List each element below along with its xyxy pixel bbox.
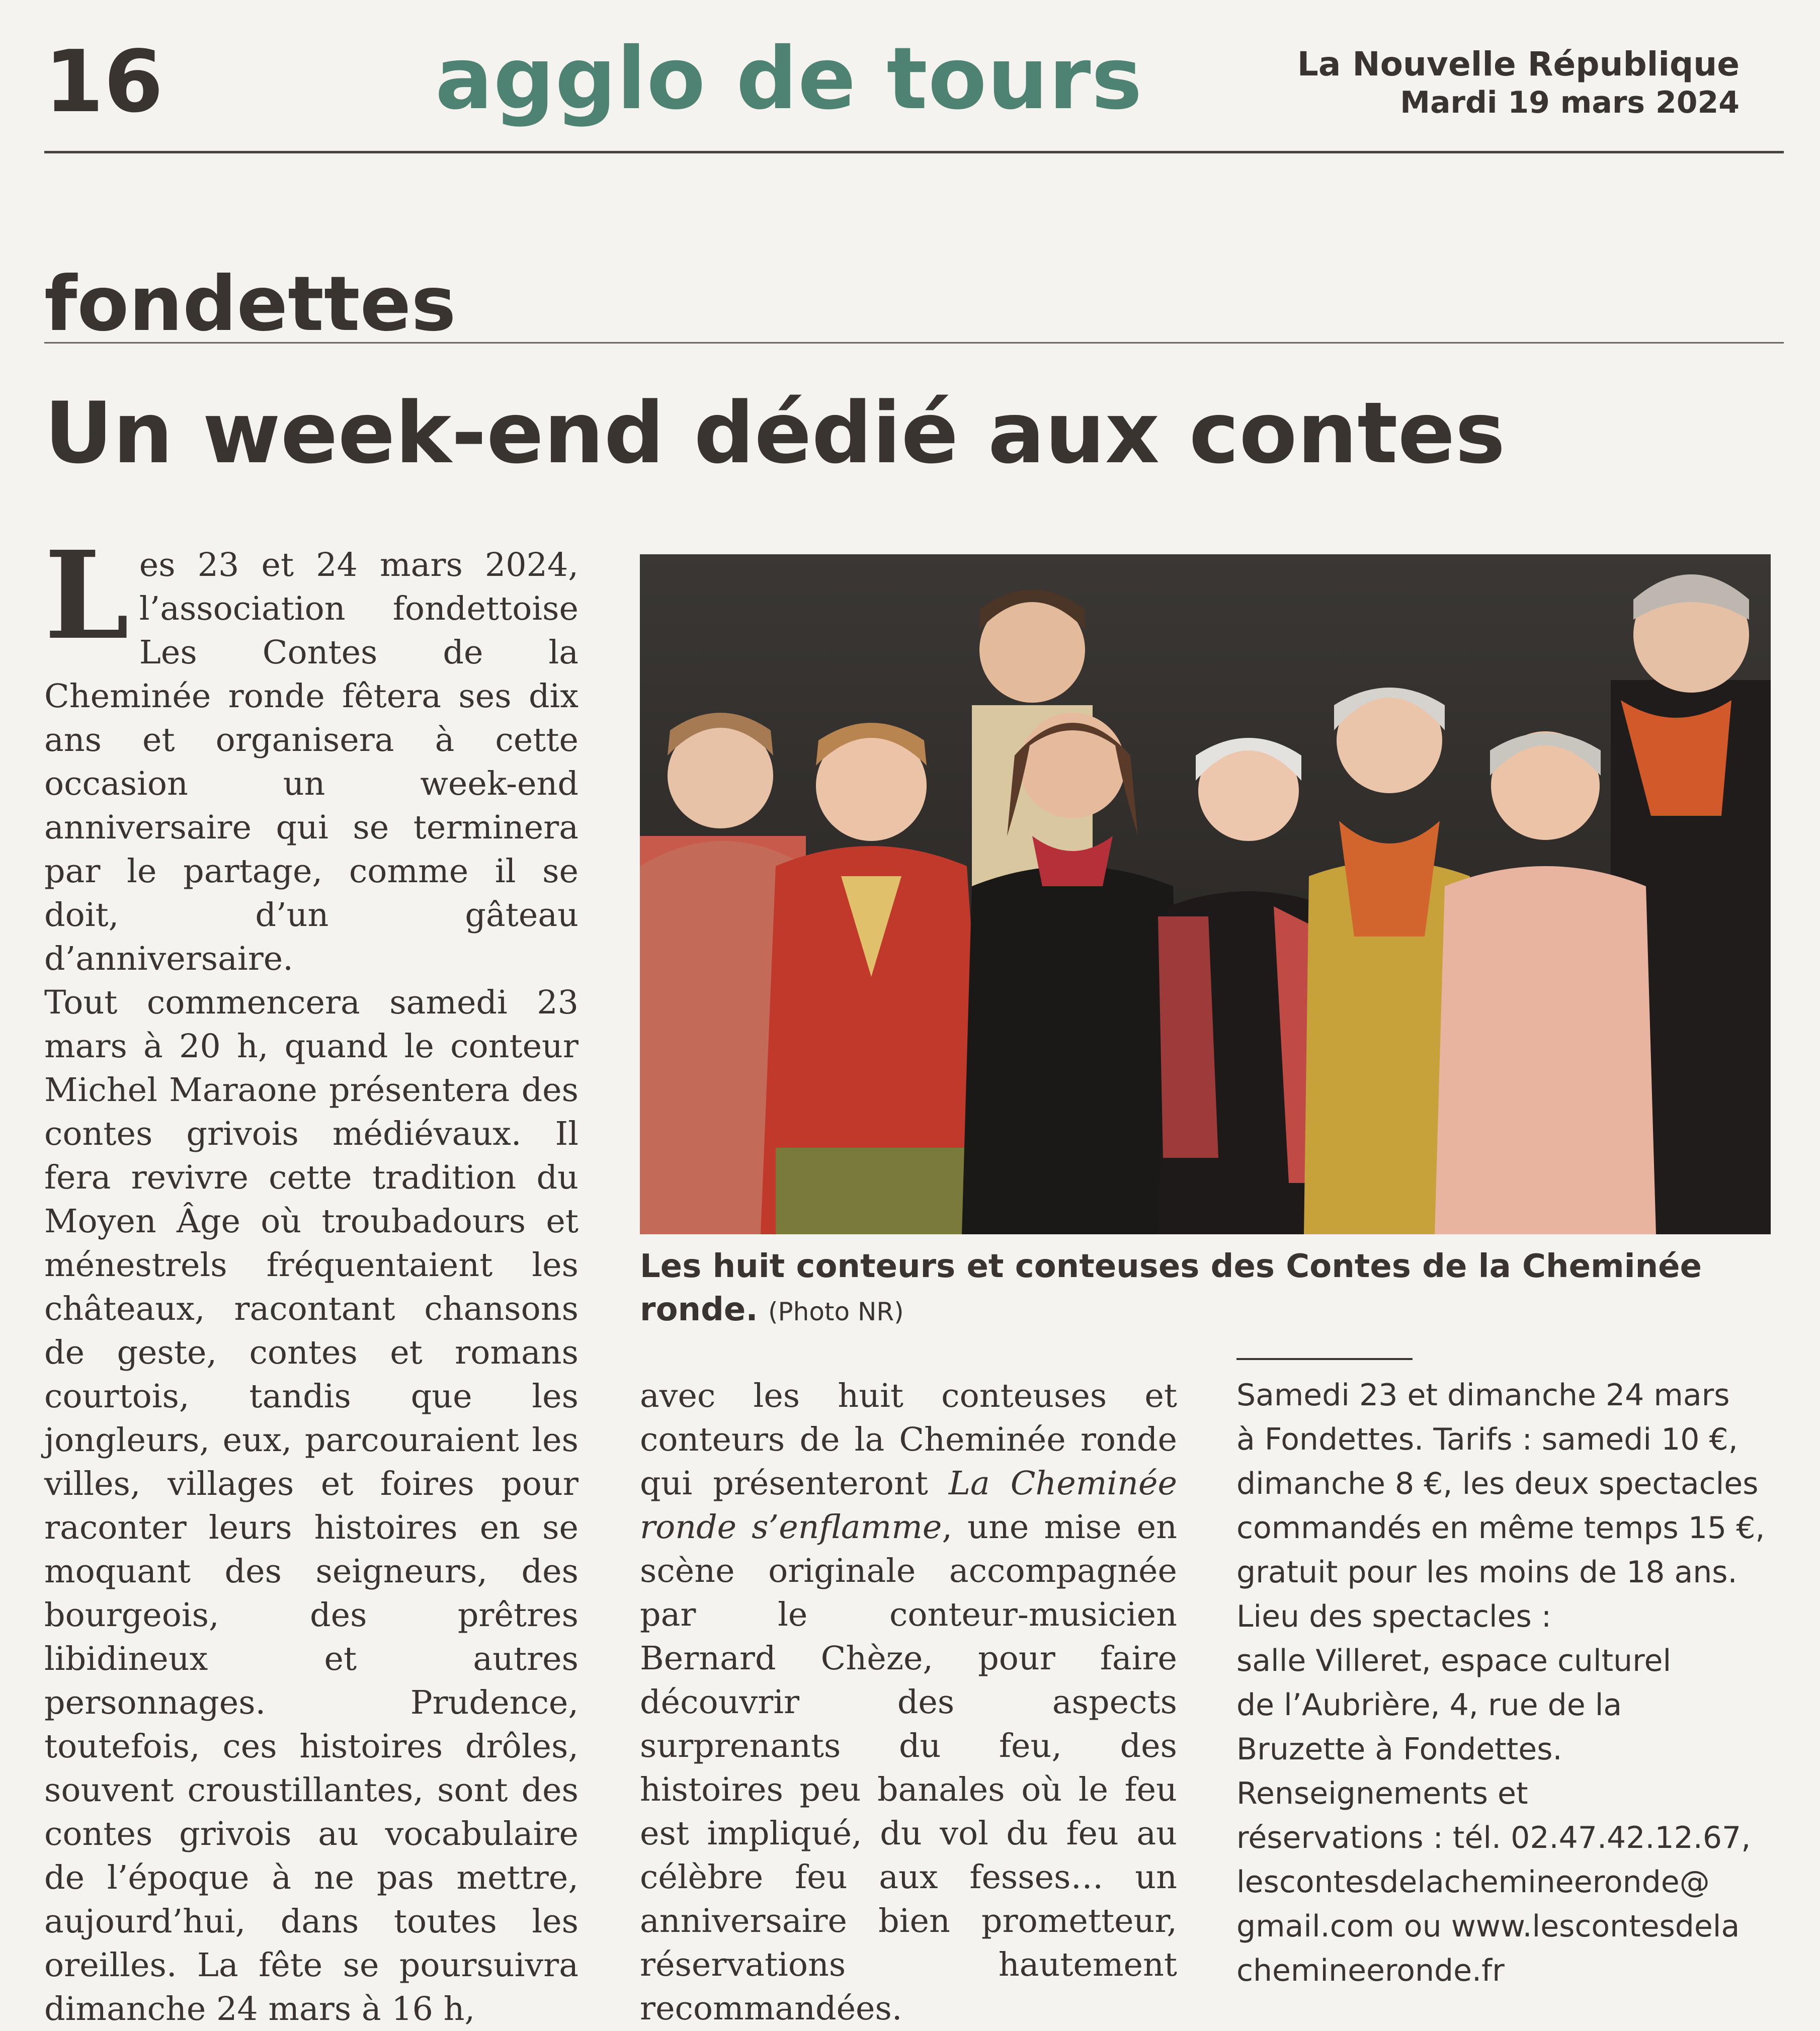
photo-credit: (Photo NR)	[768, 1297, 904, 1326]
masthead	[1297, 44, 1740, 122]
photo-caption	[640, 1245, 1771, 1333]
info-divider	[1236, 1358, 1413, 1360]
info-line: à Fondettes. Tarifs : samedi 10 €,	[1236, 1422, 1738, 1457]
section-title: agglo de tours	[435, 29, 1143, 129]
rubric-label: fondettes	[44, 261, 456, 348]
info-line: Bruzette à Fondettes.	[1236, 1732, 1562, 1767]
caption-text: Les huit conteurs et conteuses des Contes de la Cheminée ronde.	[640, 1248, 1702, 1328]
info-line: Samedi 23 et dimanche 24 mars	[1236, 1378, 1730, 1413]
article-column-1	[44, 525, 578, 2031]
practical-info-box	[1236, 1373, 1790, 1993]
info-line: salle Villeret, espace culturel	[1236, 1643, 1672, 1678]
article-headline: Un week-end dédié aux contes	[44, 384, 1506, 482]
group-photo-illustration	[640, 554, 1771, 1234]
page-number: 16	[44, 32, 163, 132]
info-line: dimanche 8 €, les deux spectacles	[1236, 1466, 1759, 1501]
info-line: Renseignements et	[1236, 1776, 1528, 1811]
info-line: chemineeronde.fr	[1236, 1953, 1505, 1988]
paragraph-3-text-a: avec les huit conteuses et conteurs de la Cheminée ronde qui présenteront	[640, 1377, 1177, 1502]
newspaper-name: La Nouvelle République	[1297, 45, 1740, 83]
issue-date: Mardi 19 mars 2024	[1400, 85, 1740, 121]
group-photo	[640, 554, 1771, 1234]
paragraph-1-text: es 23 et 24 mars 2024, l’association fondettoise Les Contes de la Cheminée ronde fêtera ses dix ans et organisera à cette occasion un week-end anniversaire qui se terminera par le partage, comme il se doit, d’un gâteau d’anniversaire.	[44, 546, 578, 978]
header-divider	[44, 151, 1784, 153]
info-line: commandés en même temps 15 €,	[1236, 1510, 1765, 1546]
drop-cap: L	[44, 525, 129, 666]
info-line: Lieu des spectacles :	[1236, 1599, 1552, 1634]
info-line: lescontesdelachemineeronde@	[1236, 1865, 1710, 1900]
show-title: La Cheminée ronde s’enflamme	[640, 1465, 1177, 1546]
article-paragraph-2: Tout commencera samedi 23 mars à 20 h, quand le conteur Michel Maraone présentera des contes grivois médiévaux. Il fera revivre cette tradition du Moyen Âge où troubadours et ménestrels fréquentaient les châteaux, racontant chansons de geste, contes et romans courtois, tandis que les jongleurs, eux, parcouraient les villes, villages et foires pour raconter leurs histoires en se moquant des seigneurs, des bourgeois, des prêtres libidineux et autres personnages. Prudence, toutefois, ces histoires drôles, souvent croustillantes, sont des contes grivois au vocabulaire de l’époque à ne pas mettre, aujourd’hui, dans toutes les oreilles. La fête se poursuivra dimanche 24 mars à 16 h,	[44, 984, 578, 2028]
rubric-divider	[44, 342, 1784, 344]
paragraph-3-text-b: , une mise en scène originale accompagnée par le conteur-musicien Bernard Chèze, pour faire découvrir des aspects surprenants du feu, des histoires peu banales où le feu est impliqué, du vol du feu au célèbre feu aux fesses… un anniversaire bien prometteur, réservations hautement recommandées.	[640, 1508, 1178, 2027]
info-line: réservations : tél. 02.47.42.12.67,	[1236, 1820, 1751, 1855]
article-paragraph-1	[44, 525, 578, 981]
info-line: de l’Aubrière, 4, rue de la	[1236, 1687, 1622, 1723]
article-paragraph-3	[640, 1374, 1177, 2030]
info-line: gmail.com ou www.lescontesdela	[1236, 1909, 1740, 1944]
info-line: gratuit pour les moins de 18 ans.	[1236, 1555, 1738, 1590]
article-column-2	[640, 1374, 1177, 2030]
